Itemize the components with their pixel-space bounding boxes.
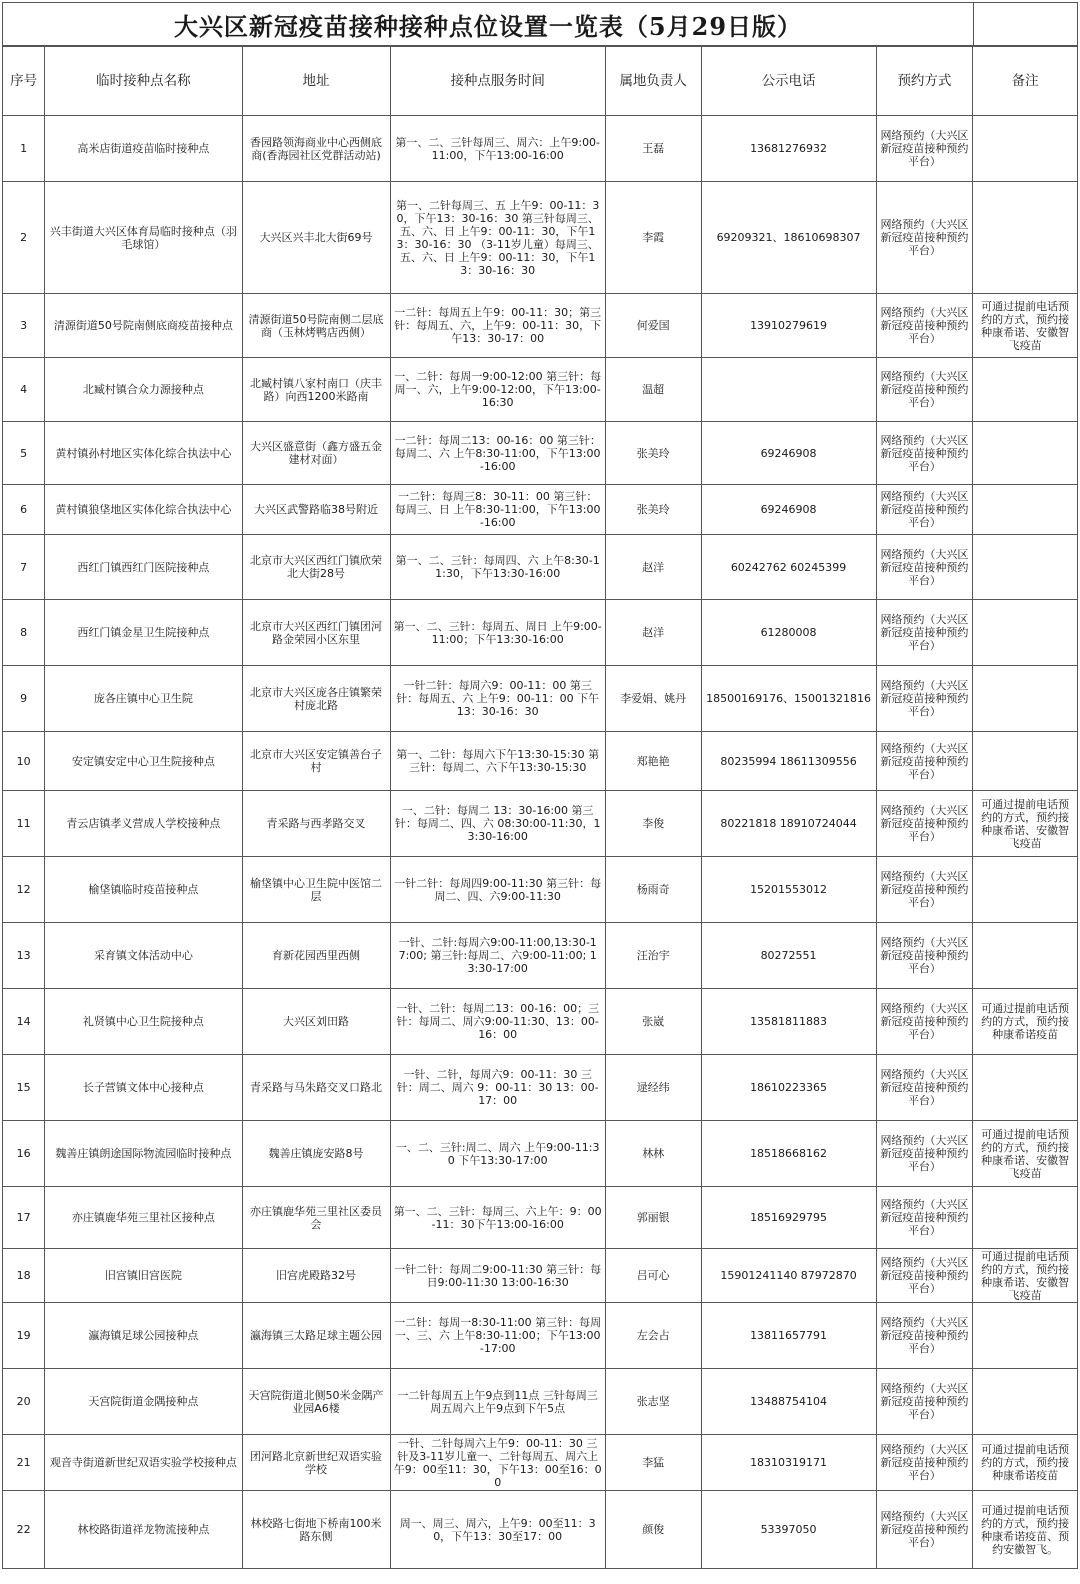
col-header-responsible: 属地负责人 <box>605 47 701 116</box>
cell-phone: 69246908 <box>701 422 876 485</box>
cell-phone: 80272551 <box>701 923 876 989</box>
header-row <box>3 47 1078 116</box>
cell-booking: 网络预约（大兴区新冠疫苗接种预约平台） <box>876 989 973 1055</box>
cell-notes: 可通过提前电话预约的方式，预约接种康希诺疫苗 <box>973 989 1078 1055</box>
col-header-number: 序号 <box>3 47 45 116</box>
cell-number: 14 <box>3 989 45 1055</box>
cell-phone: 15201553012 <box>701 857 876 923</box>
table-row <box>3 857 1078 923</box>
cell-notes <box>973 600 1078 666</box>
cell-booking: 网络预约（大兴区新冠疫苗接种预约平台） <box>876 1369 973 1435</box>
cell-site-name: 榆垡镇临时疫苗接种点 <box>45 857 242 923</box>
cell-responsible: 左会占 <box>605 1303 701 1369</box>
cell-address: 大兴区刘田路 <box>242 989 390 1055</box>
cell-service-time: 第一、二、三针：每周四、六 上午8:30-11:30，下午13:30-16:00 <box>390 535 605 600</box>
table-row <box>3 485 1078 535</box>
cell-address: 大兴区兴丰北大街69号 <box>242 182 390 294</box>
table-row <box>3 666 1078 732</box>
cell-number: 8 <box>3 600 45 666</box>
cell-site-name: 观音寺街道新世纪双语实验学校接种点 <box>45 1435 242 1491</box>
cell-booking: 网络预约（大兴区新冠疫苗接种预约平台） <box>876 1249 973 1303</box>
cell-number: 18 <box>3 1249 45 1303</box>
cell-notes <box>973 116 1078 182</box>
cell-responsible: 张志坚 <box>605 1369 701 1435</box>
cell-service-time: 第一、二、三针：每周五、周日 上午9:00-11:00；下午13:30-16:00 <box>390 600 605 666</box>
cell-notes <box>973 1303 1078 1369</box>
table-row <box>3 116 1078 182</box>
cell-notes <box>973 1187 1078 1249</box>
cell-service-time: 一二针：每周五上午9：00-11：30；第三针：每周五、六，上午9：00-11：30，下午13：30-17：00 <box>390 294 605 358</box>
cell-notes <box>973 666 1078 732</box>
cell-responsible: 张崴 <box>605 989 701 1055</box>
cell-site-name: 黄村镇狼垡地区实体化综合执法中心 <box>45 485 242 535</box>
cell-notes <box>973 358 1078 422</box>
cell-notes: 可通过提前电话预约的方式，预约接种康希诺、安徽智飞疫苗 <box>973 1121 1078 1187</box>
cell-address: 北京市大兴区西红门镇团河路金荣园小区东里 <box>242 600 390 666</box>
cell-address: 林校路七街地下桥南100米路东侧 <box>242 1491 390 1569</box>
cell-address: 北京市大兴区庞各庄镇繁荣村庞北路 <box>242 666 390 732</box>
cell-service-time: 一针、二针：每周二13：00-16：00；三针：每周二、周六9:00-11:30、13：00-16：00 <box>390 989 605 1055</box>
cell-booking: 网络预约（大兴区新冠疫苗接种预约平台） <box>876 1121 973 1187</box>
cell-address: 清源街道50号院南侧二层底商（玉林烤鸭店西侧） <box>242 294 390 358</box>
cell-service-time: 一二针：每周三8：30-11：00 第三针：每周三、日 上午8:30-11:00，下午13:00-16:00 <box>390 485 605 535</box>
cell-site-name: 林校路街道祥龙物流接种点 <box>45 1491 242 1569</box>
table-row <box>3 1121 1078 1187</box>
cell-responsible: 张美玲 <box>605 422 701 485</box>
cell-phone: 13811657791 <box>701 1303 876 1369</box>
cell-address: 榆垡镇中心卫生院中医馆二层 <box>242 857 390 923</box>
cell-responsible: 何爱国 <box>605 294 701 358</box>
cell-booking: 网络预约（大兴区新冠疫苗接种预约平台） <box>876 1055 973 1121</box>
cell-address: 青采路与西孝路交叉 <box>242 791 390 857</box>
cell-address: 大兴区盛意街（鑫方盛五金建材对面） <box>242 422 390 485</box>
cell-notes: 可通过提前电话预约的方式，预约接种康希诺、安徽智飞疫苗 <box>973 791 1078 857</box>
cell-notes: 可通过提前电话预约的方式，预约接种康希诺疫苗、预约安徽智飞。 <box>973 1491 1078 1569</box>
cell-booking: 网络预约（大兴区新冠疫苗接种预约平台） <box>876 923 973 989</box>
cell-notes <box>973 485 1078 535</box>
cell-service-time: 一、二针：每周一9:00-12:00 第三针：每周一、六，上午9:00-12:00，下午13:00-16:30 <box>390 358 605 422</box>
cell-responsible: 杨雨奇 <box>605 857 701 923</box>
col-header-phone: 公示电话 <box>701 47 876 116</box>
cell-site-name: 黄村镇孙村地区实体化综合执法中心 <box>45 422 242 485</box>
cell-booking: 网络预约（大兴区新冠疫苗接种预约平台） <box>876 294 973 358</box>
cell-responsible: 汪治宇 <box>605 923 701 989</box>
cell-phone: 18310319171 <box>701 1435 876 1491</box>
table-row <box>3 535 1078 600</box>
cell-phone: 18516929795 <box>701 1187 876 1249</box>
cell-notes <box>973 1055 1078 1121</box>
cell-responsible: 林林 <box>605 1121 701 1187</box>
cell-responsible: 逯经纬 <box>605 1055 701 1121</box>
cell-service-time: 一针二针：每周六9：00-11：00 第三针：每周五、六 上午9：00-11：00 下午13：30-16：30 <box>390 666 605 732</box>
cell-service-time: 一、二、三针:周二、周六 上午9:00-11:30 下午13:30-17:00 <box>390 1121 605 1187</box>
cell-number: 21 <box>3 1435 45 1491</box>
cell-number: 11 <box>3 791 45 857</box>
cell-notes: 可通过提前电话预约的方式，预约接种康希诺、安徽智飞疫苗 <box>973 294 1078 358</box>
cell-service-time: 一针、二针:每周六9:00-11:00,13:30-17:00; 第三针:每周二、六9:00-11:00; 13:30-17:00 <box>390 923 605 989</box>
cell-service-time: 一针二针：每周四9:00-11:30 第三针：每周二、四、六9:00-11:30 <box>390 857 605 923</box>
cell-address: 香园路领海商业中心西侧底商(香海园社区党群活动站) <box>242 116 390 182</box>
cell-address: 大兴区武警路临38号附近 <box>242 485 390 535</box>
cell-responsible: 温超 <box>605 358 701 422</box>
vaccination-table <box>2 46 1078 1569</box>
cell-booking: 网络预约（大兴区新冠疫苗接种预约平台） <box>876 600 973 666</box>
cell-site-name: 魏善庄镇朗途国际物流园临时接种点 <box>45 1121 242 1187</box>
cell-number: 17 <box>3 1187 45 1249</box>
cell-booking: 网络预约（大兴区新冠疫苗接种预约平台） <box>876 1303 973 1369</box>
cell-number: 19 <box>3 1303 45 1369</box>
cell-site-name: 瀛海镇足球公园接种点 <box>45 1303 242 1369</box>
cell-responsible: 张美玲 <box>605 485 701 535</box>
cell-responsible: 李爱娟、姚丹 <box>605 666 701 732</box>
cell-site-name: 礼贤镇中心卫生院接种点 <box>45 989 242 1055</box>
cell-service-time: 周一、周三、周六，上午9：00至11：30，下午13：30至17：00 <box>390 1491 605 1569</box>
cell-responsible: 李俊 <box>605 791 701 857</box>
cell-notes <box>973 857 1078 923</box>
cell-address: 亦庄镇鹿华苑三里社区委员会 <box>242 1187 390 1249</box>
cell-number: 12 <box>3 857 45 923</box>
cell-service-time: 第一、二针：每周六下午13:30-15:30 第三针：每周二、六下午13:30-15:30 <box>390 732 605 791</box>
cell-site-name: 北臧村镇合众力源接种点 <box>45 358 242 422</box>
cell-number: 4 <box>3 358 45 422</box>
cell-booking: 网络预约（大兴区新冠疫苗接种预约平台） <box>876 1491 973 1569</box>
title-side-cell <box>974 2 1078 46</box>
cell-number: 3 <box>3 294 45 358</box>
table-row <box>3 1303 1078 1369</box>
cell-phone: 15901241140 87972870 <box>701 1249 876 1303</box>
table-row <box>3 422 1078 485</box>
table-row <box>3 1491 1078 1569</box>
cell-site-name: 西红门镇西红门医院接种点 <box>45 535 242 600</box>
cell-booking: 网络预约（大兴区新冠疫苗接种预约平台） <box>876 1187 973 1249</box>
cell-phone: 69209321、18610698307 <box>701 182 876 294</box>
cell-responsible: 郭丽银 <box>605 1187 701 1249</box>
cell-phone: 61280008 <box>701 600 876 666</box>
cell-responsible: 郑艳艳 <box>605 732 701 791</box>
col-header-booking: 预约方式 <box>876 47 973 116</box>
cell-number: 9 <box>3 666 45 732</box>
table-row <box>3 1187 1078 1249</box>
cell-booking: 网络预约（大兴区新冠疫苗接种预约平台） <box>876 732 973 791</box>
cell-number: 1 <box>3 116 45 182</box>
cell-address: 瀛海镇三太路足球主题公园 <box>242 1303 390 1369</box>
cell-number: 16 <box>3 1121 45 1187</box>
cell-phone: 13488754104 <box>701 1369 876 1435</box>
cell-booking: 网络预约（大兴区新冠疫苗接种预约平台） <box>876 791 973 857</box>
cell-number: 7 <box>3 535 45 600</box>
cell-site-name: 青云店镇孝义营成人学校接种点 <box>45 791 242 857</box>
cell-address: 育新花园西里西侧 <box>242 923 390 989</box>
cell-phone: 18610223365 <box>701 1055 876 1121</box>
cell-address: 魏善庄镇庞安路8号 <box>242 1121 390 1187</box>
cell-phone: 53397050 <box>701 1491 876 1569</box>
cell-phone: 80235994 18611309556 <box>701 732 876 791</box>
table-row <box>3 600 1078 666</box>
cell-site-name: 高米店街道疫苗临时接种点 <box>45 116 242 182</box>
cell-address: 北臧村镇八家村南口（庆丰路）向西1200米路南 <box>242 358 390 422</box>
cell-notes <box>973 535 1078 600</box>
cell-booking: 网络预约（大兴区新冠疫苗接种预约平台） <box>876 422 973 485</box>
cell-address: 青采路与马朱路交叉口路北 <box>242 1055 390 1121</box>
cell-number: 5 <box>3 422 45 485</box>
cell-number: 2 <box>3 182 45 294</box>
cell-service-time: 第一、二针每周三、五 上午9：00-11：30，下午13：30-16：30 第三针每周三、五、六、日 上午9：00-11：30，下午13：30-16：30 （3-11岁儿童）每周三、五、六、日 上午9：00-11：30，下午13：30-16：30 <box>390 182 605 294</box>
table-row <box>3 732 1078 791</box>
cell-site-name: 亦庄镇鹿华苑三里社区接种点 <box>45 1187 242 1249</box>
cell-phone: 18500169176、15001321816 <box>701 666 876 732</box>
cell-booking: 网络预约（大兴区新冠疫苗接种预约平台） <box>876 358 973 422</box>
cell-service-time: 一二针：每周二13：00-16：00 第三针：每周二、六 上午8:30-11:00，下午13:00-16:00 <box>390 422 605 485</box>
cell-booking: 网络预约（大兴区新冠疫苗接种预约平台） <box>876 182 973 294</box>
cell-notes <box>973 1369 1078 1435</box>
cell-booking: 网络预约（大兴区新冠疫苗接种预约平台） <box>876 857 973 923</box>
cell-site-name: 兴丰街道大兴区体育局临时接种点（羽毛球馆） <box>45 182 242 294</box>
cell-site-name: 庞各庄镇中心卫生院 <box>45 666 242 732</box>
cell-notes <box>973 422 1078 485</box>
cell-responsible: 吕可心 <box>605 1249 701 1303</box>
cell-booking: 网络预约（大兴区新冠疫苗接种预约平台） <box>876 485 973 535</box>
cell-booking: 网络预约（大兴区新冠疫苗接种预约平台） <box>876 535 973 600</box>
cell-address: 团河路北京新世纪双语实验学校 <box>242 1435 390 1491</box>
col-header-site-name: 临时接种点名称 <box>45 47 242 116</box>
cell-booking: 网络预约（大兴区新冠疫苗接种预约平台） <box>876 116 973 182</box>
cell-responsible: 李霞 <box>605 182 701 294</box>
table-row <box>3 923 1078 989</box>
table-row <box>3 989 1078 1055</box>
cell-service-time: 一针、二针，每周六9：00-11：30 三针：周二、周六 9：00-11：30 13：00-17：00 <box>390 1055 605 1121</box>
cell-service-time: 一针二针：每周二9:00-11:30 第三针：每日9:00-11:30 13:00-16:30 <box>390 1249 605 1303</box>
table-row <box>3 182 1078 294</box>
cell-phone: 13681276932 <box>701 116 876 182</box>
cell-address: 北京市大兴区西红门镇欣荣北大街28号 <box>242 535 390 600</box>
table-row <box>3 1369 1078 1435</box>
table-row <box>3 294 1078 358</box>
cell-site-name: 清源街道50号院南侧底商疫苗接种点 <box>45 294 242 358</box>
cell-address: 旧宫虎殿路32号 <box>242 1249 390 1303</box>
cell-site-name: 西红门镇金星卫生院接种点 <box>45 600 242 666</box>
table-row <box>3 1249 1078 1303</box>
cell-service-time: 一针、二针每周六上午9：00-11：30 三针及3-11岁儿童一、二针每周五、周六上午9：00至11：30，下午13：00至16：00 <box>390 1435 605 1491</box>
cell-site-name: 采育镇文体活动中心 <box>45 923 242 989</box>
cell-site-name: 长子营镇文体中心接种点 <box>45 1055 242 1121</box>
cell-phone: 60242762 60245399 <box>701 535 876 600</box>
cell-phone: 80221818 18910724044 <box>701 791 876 857</box>
cell-booking: 网络预约（大兴区新冠疫苗接种预约平台） <box>876 666 973 732</box>
col-header-notes: 备注 <box>973 47 1078 116</box>
cell-number: 10 <box>3 732 45 791</box>
table-row <box>3 358 1078 422</box>
cell-responsible: 李猛 <box>605 1435 701 1491</box>
cell-number: 15 <box>3 1055 45 1121</box>
cell-address: 北京市大兴区安定镇善台子村 <box>242 732 390 791</box>
cell-site-name: 旧宫镇旧宫医院 <box>45 1249 242 1303</box>
page-title: 大兴区新冠疫苗接种接种点位设置一览表（5月29日版） <box>2 2 974 46</box>
cell-notes: 可通过提前电话预约的方式，预约接种康希诺疫苗 <box>973 1435 1078 1491</box>
col-header-address: 地址 <box>242 47 390 116</box>
cell-notes <box>973 182 1078 294</box>
col-header-service-time: 接种点服务时间 <box>390 47 605 116</box>
table-row <box>3 1435 1078 1491</box>
cell-phone <box>701 358 876 422</box>
cell-notes <box>973 923 1078 989</box>
cell-phone: 13581811883 <box>701 989 876 1055</box>
table-row <box>3 1055 1078 1121</box>
cell-service-time: 一、二针：每周二 13：30-16:00 第三针：每周二、四、六 08:30:00-11:30，13:30-16:00 <box>390 791 605 857</box>
cell-responsible: 赵洋 <box>605 600 701 666</box>
cell-phone: 69246908 <box>701 485 876 535</box>
cell-notes: 可通过提前电话预约的方式，预约接种康希诺、安徽智飞疫苗 <box>973 1249 1078 1303</box>
table-row <box>3 791 1078 857</box>
cell-notes <box>973 732 1078 791</box>
cell-service-time: 第一、二、三针：每周三、六上午：9：00-11：30下午13:00-16:00 <box>390 1187 605 1249</box>
cell-phone: 13910279619 <box>701 294 876 358</box>
cell-booking: 网络预约（大兴区新冠疫苗接种预约平台） <box>876 1435 973 1491</box>
cell-site-name: 安定镇安定中心卫生院接种点 <box>45 732 242 791</box>
cell-responsible: 赵洋 <box>605 535 701 600</box>
cell-number: 6 <box>3 485 45 535</box>
cell-number: 22 <box>3 1491 45 1569</box>
cell-phone: 18518668162 <box>701 1121 876 1187</box>
cell-site-name: 天宫院街道金隅接种点 <box>45 1369 242 1435</box>
cell-service-time: 一二针每周五上午9点到11点 三针每周三周五周六上午9点到下午5点 <box>390 1369 605 1435</box>
cell-number: 13 <box>3 923 45 989</box>
cell-responsible: 颜俊 <box>605 1491 701 1569</box>
cell-address: 天宫院街道北侧50米金隅产业园A6楼 <box>242 1369 390 1435</box>
cell-number: 20 <box>3 1369 45 1435</box>
cell-responsible: 王磊 <box>605 116 701 182</box>
cell-service-time: 一二针：每周一8:30-11:00 第三针：每周一、三、六 上午8:30-11:00；下午13:00-17:00 <box>390 1303 605 1369</box>
cell-service-time: 第一、二、三针每周三、周六：上午9:00-11:00，下午13:00-16:00 <box>390 116 605 182</box>
